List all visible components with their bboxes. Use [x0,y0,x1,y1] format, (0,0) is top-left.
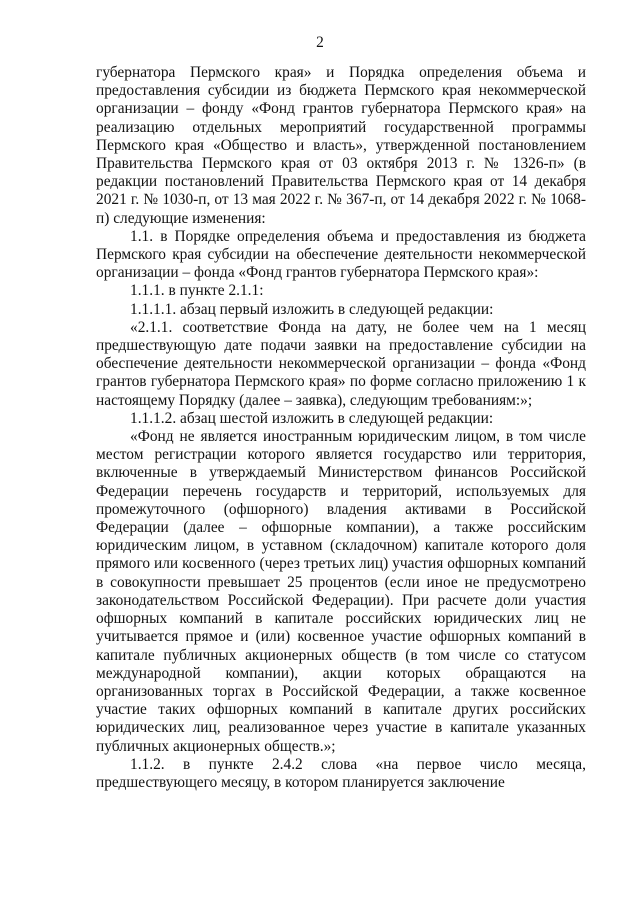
paragraph-1-1-2: 1.1.2. в пункте 2.4.2 слова «на первое число месяца, предшествующего месяцу, в котором планируется заключение [96,755,586,791]
paragraph-1-1-1-1: 1.1.1.1. абзац первый изложить в следующей редакции: [130,300,494,318]
paragraph-intro-continuation: губернатора Пермского края» и Порядка определения объема и предоставления субсидии из бюджета Пермского края некоммерческой организации – фонду «Фонд грантов губернатора Пермского края» на реализацию отдельных мероприятий государственной программы Пермского края «Общество и власть», утвержденной постановлением Правительства Пермского края от 03 октября 2013 г. № 1326-п» (в редакции постановлений Правительства Пермского края от 14 декабря 2021 г. № 1030-п, от 13 мая 2022 г. № 367-п, от 14 декабря 2022 г. № 1068-п) следующие изменения: [96,64,586,227]
document-body [96,64,586,792]
paragraph-1-1-1: 1.1.1. в пункте 2.1.1: [130,282,264,300]
page-number: 2 [316,34,324,51]
paragraph-1-1: 1.1. в Порядке определения объема и предоставления из бюджета Пермского края субсидии на обеспечение деятельности некоммерческой организации – фонда «Фонд грантов губернатора Пермского края»: [96,227,586,282]
paragraph-quote-offshore: «Фонд не является иностранным юридическим лицом, в том числе местом регистрации которого является государство или территория, включенные в утверждаемый Министерством финансов Российской Федерации перечень государств и территорий, используемых для промежуточного (офшорного) владения активами в Российской Федерации (далее – офшорные компании), а также российским юридическим лицом, в уставном (складочном) капитале которого доля прямого или косвенного (через третьих лиц) участия офшорных компаний в совокупности превышает 25 процентов (если иное не предусмотрено законодательством Российской Федерации). При расчете доли участия офшорных компаний в капитале российских юридических лиц не учитывается прямое и (или) косвенное участие офшорных компаний в капитале публичных акционерных обществ (в том числе со статусом международной компании), акции которых обращаются на организованных торгах в Российской Федерации, а также косвенное участие таких офшорных компаний в капитале других российских юридических лиц, реализованное через участие в капитале указанных публичных акционерных обществ.»; [96,428,586,755]
paragraph-quote-2-1-1: «2.1.1. соответствие Фонда на дату, не более чем на 1 месяц предшествующую дате подачи заявки на предоставление субсидии на обеспечение деятельности некоммерческой организации – фонда «Фонд грантов губернатора Пермского края» по форме согласно приложению 1 к настоящему Порядку (далее – заявка), следующим требованиям:»; [96,318,586,409]
paragraph-1-1-1-2: 1.1.1.2. абзац шестой изложить в следующей редакции: [130,409,494,427]
